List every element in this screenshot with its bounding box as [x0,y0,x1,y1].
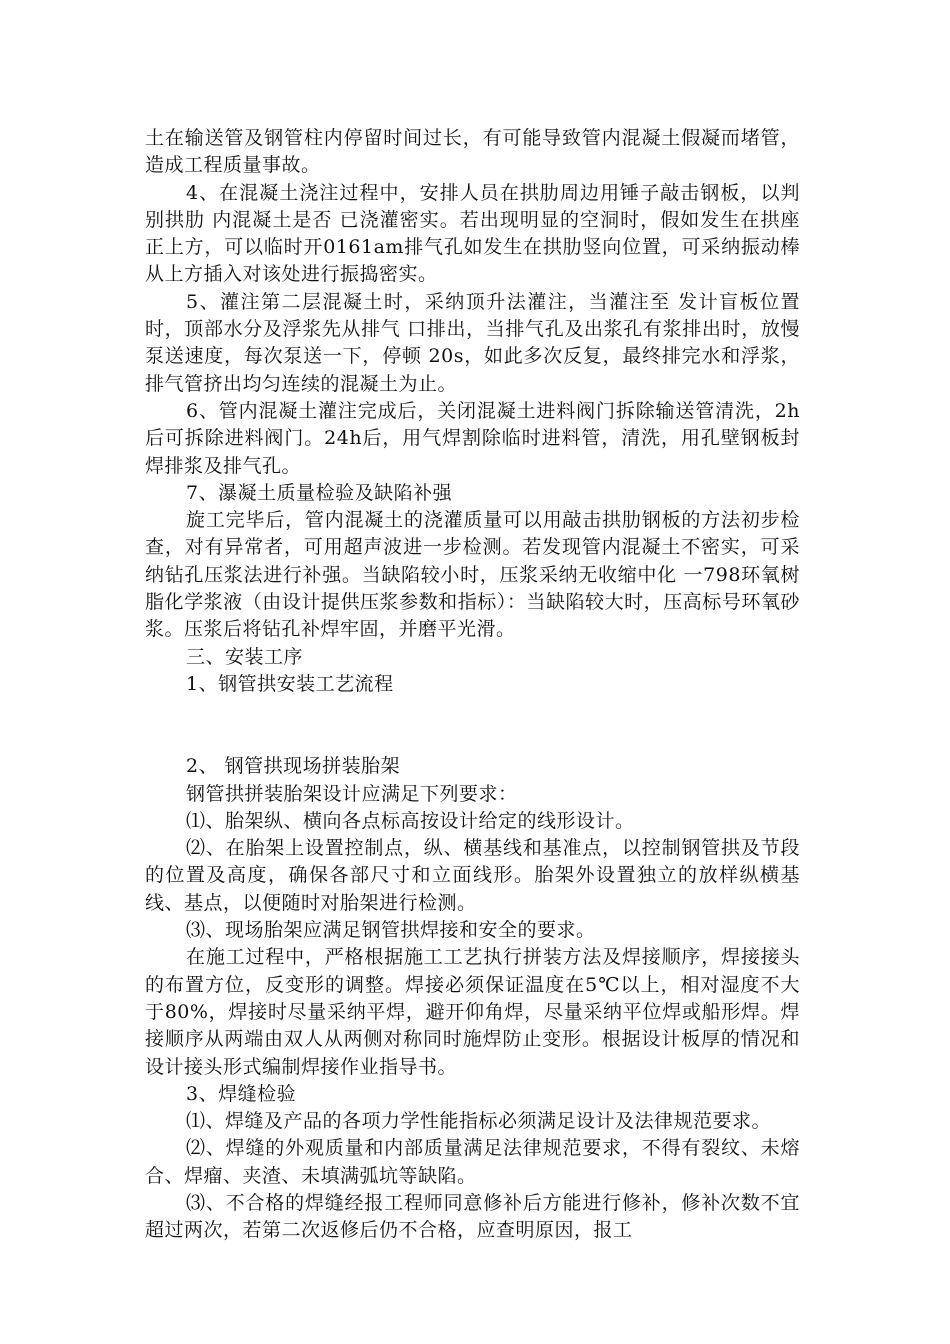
list-item-1: ⑴、胎架纵、横向各点标高按设计给定的线形设计。 [186,809,635,832]
list-item-2: ⑵、在胎架上设置控制点，纵、横基线和基准点，以控制钢管拱及节段的位置及高度，确保各部尺寸和立面线形。胎架外设置独立的放样纵横基线、基点，以便随时对胎架进行检测。 [145,837,800,914]
subheading-assembly-frame: 2、 钢管拱现场拼装胎架 [186,755,401,778]
paragraph-frame-requirements: 钢管拱拼装胎架设计应满足下列要求： [186,782,518,805]
paragraph-continuation: 土在输送管及钢管柱内停留时间过长，有可能导致管内混凝土假凝而堵管，造成工程质量事故。 [145,127,800,177]
weld-list-item-1: ⑴、焊缝及产品的各项力学性能指标必须满足设计及法律规范要求。 [186,1110,772,1133]
subheading-process-flow: 1、钢管拱安装工艺流程 [186,672,394,695]
paragraph-item-5: 5、灌注第二层混凝土时，采纳顶升法灌注，当灌注至 发计盲板位置时，顶部水分及浮浆先从排气 口排出，当排气孔及出浆孔有浆排出时，放慢泵送速度，每次泵送一下，停顿 20s，如此多次反复，最终排完水和浮浆，排气管挤出均匀连续的混凝土为止。 [145,290,800,395]
list-item-3: ⑶、现场胎架应满足钢管拱焊接和安全的要求。 [186,919,596,942]
document-body [145,125,800,1245]
subheading-weld-inspection: 3、焊缝检验 [186,1082,297,1105]
figure-gap [145,698,800,753]
weld-list-item-2: ⑵、焊缝的外观质量和内部质量满足法律规范要求，不得有裂纹、未熔合、焊瘤、夹渣、未填满弧坑等缺陷。 [145,1137,800,1187]
section-heading-installation: 三、安装工序 [186,645,304,668]
paragraph-quality-inspection: 旋工完毕后，管内混凝土的浇灌质量可以用敲击拱肋钢板的方法初步检查，对有异常者，可用超声波进一步检测。若发现管内混凝土不密实，可采纳钻孔压浆法进行补强。当缺陷较小时，压浆采纳无收缩中化 一798环氧树脂化学浆液（由设计提供压浆参数和指标）：当缺陷较大时，压高标号环氧砂浆。压浆后将钻孔补焊牢固，并磨平光滑。 [145,509,800,641]
weld-list-item-3: ⑶、不合格的焊缝经报工程师同意修补后方能进行修补，修补次数不宜超过两次，若第二次返修后仍不合格，应查明原因，报工 [145,1191,800,1242]
paragraph-welding-process: 在施工过程中，严格根据施工工艺执行拼装方法及焊接顺序，焊接接头的布置方位，反变形的调整。焊接必须保证温度在5℃以上，相对湿度不大于80%，焊接时尽量采纳平焊，避开仰角焊，尽量采纳平位焊或船形焊。焊接顺序从两端由双人从两侧对称同时施焊防止变形。根据设计板厚的情况和设计接头形式编制焊接作业指导书。 [145,946,800,1078]
paragraph-item-7-heading: 7、瀑凝土质量检验及缺陷补强 [186,481,453,504]
paragraph-item-4: 4、在混凝土浇注过程中，安排人员在拱肋周边用锤子敲击钢板，以判别拱肋 内混凝土是否 已浇灌密实。若出现明显的空洞时，假如发生在拱座正上方，可以临时开0161am排气孔如发生在拱肋竖向位置，可采纳振动棒从上方插入对该处进行振捣密实。 [145,181,800,286]
paragraph-item-6: 6、管内混凝土灌注完成后，关闭混凝土进料阀门拆除输送管清洗，2h后可拆除进料阀门。24h后，用气焊割除临时进料管，清洗，用孔壁钢板封焊排浆及排气孔。 [145,399,800,477]
